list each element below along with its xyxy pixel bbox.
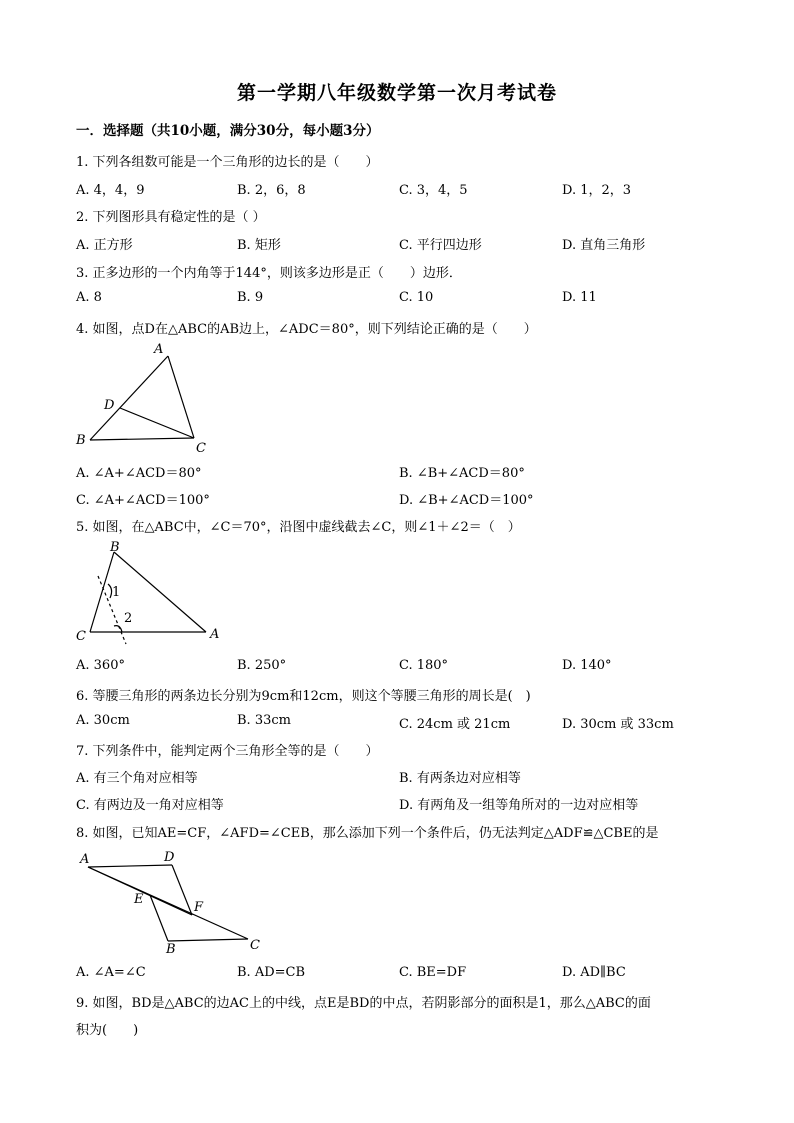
fig4-label-d: D bbox=[104, 398, 115, 413]
question-9-stem-continued: 积为( ) bbox=[76, 1023, 139, 1038]
question-7-option-d: D. 有两角及一组等角所对的一边对应相等 bbox=[399, 798, 639, 813]
fig4-label-a: A bbox=[154, 342, 164, 357]
question-3-option-a: A. 8 bbox=[76, 290, 102, 305]
question-3-option-b: B. 9 bbox=[237, 290, 264, 305]
question-5-option-d: D. 140° bbox=[562, 658, 612, 673]
question-5-figure bbox=[74, 540, 234, 654]
question-6-option-a: A. 30cm bbox=[76, 713, 130, 728]
question-9-stem: 9. 如图，BD是△ABC的边AC上的中线，点E是BD的中点，若阴影部分的面积是1，那么△ABC的面 bbox=[76, 996, 651, 1011]
question-3-option-c: C. 10 bbox=[399, 290, 434, 305]
question-2-option-d: D. 直角三角形 bbox=[562, 238, 646, 253]
fig4-label-b: B bbox=[76, 433, 86, 448]
question-4-option-d: D. ∠B+∠ACD＝100° bbox=[399, 493, 534, 508]
fig8-label-f: F bbox=[194, 900, 204, 915]
question-2-option-b: B. 矩形 bbox=[237, 238, 281, 253]
question-7-stem: 7. 下列条件中，能判定两个三角形全等的是（ ） bbox=[76, 744, 379, 759]
fig5-label-c: C bbox=[76, 629, 86, 644]
question-7-option-a: A. 有三个角对应相等 bbox=[76, 771, 198, 786]
section-heading: 一．选择题（共10小题，满分30分，每小题3分） bbox=[76, 123, 380, 139]
fig4-label-c: C bbox=[196, 441, 206, 455]
question-4-option-b: B. ∠B+∠ACD＝80° bbox=[399, 466, 525, 481]
question-8-option-c: C. BE=DF bbox=[399, 965, 467, 980]
question-6-stem: 6. 等腰三角形的两条边长分别为9cm和12cm，则这个等腰三角形的周长是( ) bbox=[76, 689, 531, 704]
question-4-option-a: A. ∠A+∠ACD＝80° bbox=[76, 466, 202, 481]
exam-title: 第一学期八年级数学第一次月考试卷 bbox=[236, 82, 557, 104]
fig8-label-b: B bbox=[166, 942, 176, 957]
question-7-option-c: C. 有两边及一角对应相等 bbox=[76, 798, 224, 813]
question-8-figure bbox=[74, 845, 274, 964]
question-5-option-a: A. 360° bbox=[76, 658, 125, 673]
question-5-option-c: C. 180° bbox=[399, 658, 449, 673]
question-8-option-b: B. AD=CB bbox=[237, 965, 306, 980]
question-1-stem: 1. 下列各组数可能是一个三角形的边长的是（ ） bbox=[76, 155, 379, 170]
fig5-label-2: 2 bbox=[124, 611, 133, 626]
question-8-option-a: A. ∠A=∠C bbox=[76, 965, 146, 980]
question-1-option-b: B. 2，6，8 bbox=[237, 183, 306, 198]
question-1-option-c: C. 3，4，5 bbox=[399, 183, 468, 198]
question-6-option-c: C. 24cm 或 21cm bbox=[399, 717, 511, 732]
question-6-option-d: D. 30cm 或 33cm bbox=[562, 717, 674, 732]
fig8-label-c: C bbox=[250, 938, 260, 953]
question-7-option-b: B. 有两条边对应相等 bbox=[399, 771, 521, 786]
question-4-stem: 4. 如图，点D在△ABC的AB边上，∠ADC＝80°，则下列结论正确的是（ ） bbox=[76, 322, 537, 337]
question-3-option-d: D. 11 bbox=[562, 290, 597, 305]
fig8-label-d: D bbox=[164, 850, 175, 865]
question-5-option-b: B. 250° bbox=[237, 658, 287, 673]
fig8-label-a: A bbox=[80, 852, 90, 867]
fig8-label-e: E bbox=[134, 892, 144, 907]
question-4-figure bbox=[74, 340, 224, 459]
question-1-option-d: D. 1，2，3 bbox=[562, 183, 632, 198]
fig5-label-1: 1 bbox=[112, 585, 121, 600]
question-2-option-a: A. 正方形 bbox=[76, 238, 133, 253]
question-3-stem: 3. 正多边形的一个内角等于144°，则该多边形是正（ ）边形． bbox=[76, 266, 462, 281]
question-4-option-c: C. ∠A+∠ACD＝100° bbox=[76, 493, 210, 508]
question-2-option-c: C. 平行四边形 bbox=[399, 238, 482, 253]
fig5-label-b: B bbox=[110, 540, 120, 555]
question-8-stem: 8. 如图，已知AE=CF，∠AFD=∠CEB，那么添加下列一个条件后，仍无法判定△ADF≌△CBE的是 bbox=[76, 826, 659, 841]
question-1-option-a: A. 4，4，9 bbox=[76, 183, 145, 198]
question-6-option-b: B. 33cm bbox=[237, 713, 291, 728]
question-8-option-d: D. AD∥BC bbox=[562, 965, 626, 980]
fig5-label-a: A bbox=[210, 627, 220, 642]
question-2-stem: 2. 下列图形具有稳定性的是（ ） bbox=[76, 210, 266, 225]
question-5-stem: 5. 如图，在△ABC中，∠C＝70°，沿图中虚线截去∠C，则∠1＋∠2＝（ ） bbox=[76, 520, 521, 535]
